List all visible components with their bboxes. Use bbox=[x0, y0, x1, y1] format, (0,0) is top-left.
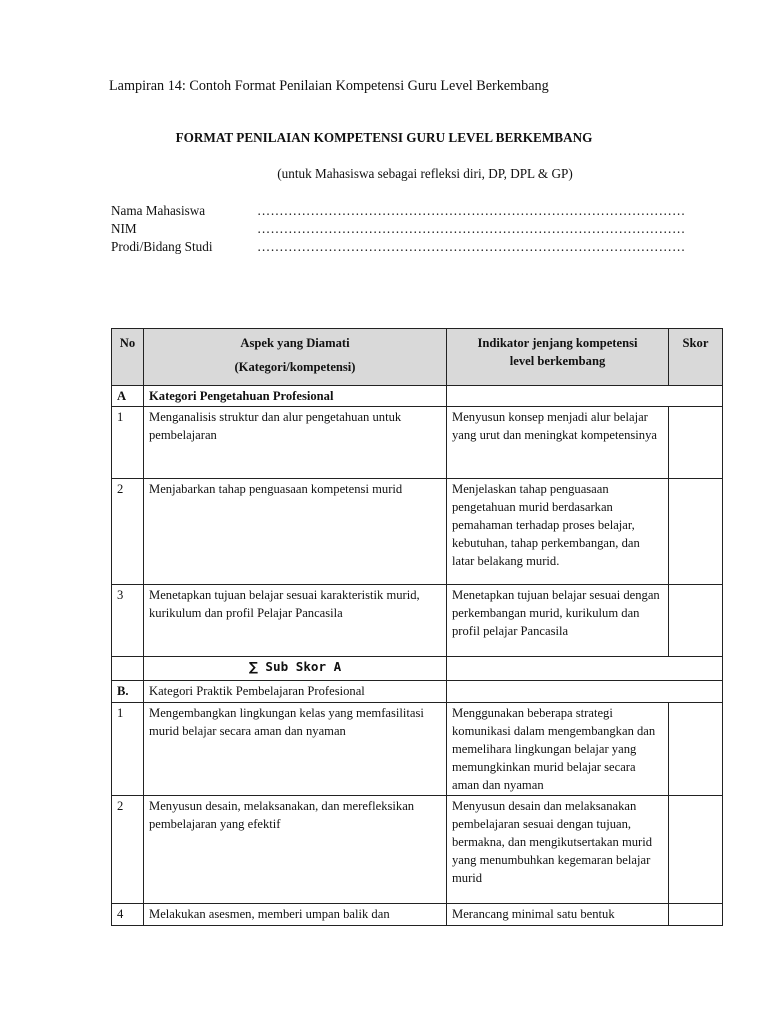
row-aspect: Melakukan asesmen, memberi umpan balik dan bbox=[144, 904, 447, 926]
field-blank: …………………………………………………………………………………… bbox=[257, 239, 686, 254]
header-no: No bbox=[112, 329, 144, 386]
header-indicator-line1: Indikator jenjang kompetensi bbox=[477, 336, 638, 350]
header-aspect-line2: (Kategori/kompetensi) bbox=[234, 360, 356, 374]
section-empty bbox=[447, 681, 723, 703]
section-row bbox=[112, 681, 723, 703]
row-no: 1 bbox=[112, 703, 144, 796]
field-nim bbox=[111, 221, 685, 237]
field-blank: …………………………………………………………………………………… bbox=[257, 203, 686, 218]
section-label: B. bbox=[112, 681, 144, 703]
row-indicator: Menjelaskan tahap penguasaan pengetahuan murid berdasarkan pemahaman terhadap proses belajar, kebutuhan, tahap perkembangan, dan latar belakang murid. bbox=[447, 479, 669, 585]
row-score-cell[interactable] bbox=[669, 479, 723, 585]
document-title: FORMAT PENILAIAN KOMPETENSI GURU LEVEL BERKEMBANG bbox=[175, 130, 593, 145]
section-row bbox=[112, 386, 723, 407]
row-score-cell[interactable] bbox=[669, 407, 723, 479]
row-no: 2 bbox=[112, 479, 144, 585]
field-study-program bbox=[111, 239, 685, 255]
section-title: Kategori Pengetahuan Profesional bbox=[144, 386, 447, 407]
row-aspect: Mengembangkan lingkungan kelas yang memfasilitasi murid belajar secara aman dan nyaman bbox=[144, 703, 447, 796]
table-row bbox=[112, 796, 723, 904]
header-score: Skor bbox=[669, 329, 723, 386]
table-row bbox=[112, 479, 723, 585]
field-label: Prodi/Bidang Studi bbox=[111, 239, 213, 254]
row-no: 3 bbox=[112, 585, 144, 657]
field-label: Nama Mahasiswa bbox=[111, 203, 206, 218]
row-indicator: Menyusun desain dan melaksanakan pembelajaran sesuai dengan tujuan, bermakna, dan mengikutsertakan murid yang menumbuhkan kegemaran belajar murid bbox=[447, 796, 669, 904]
subtotal-empty bbox=[112, 657, 144, 681]
table-row bbox=[112, 407, 723, 479]
section-empty bbox=[447, 386, 723, 407]
field-label: NIM bbox=[111, 221, 137, 236]
assessment-table bbox=[111, 328, 723, 926]
sum-icon: ∑ bbox=[248, 659, 258, 674]
subtotal-label bbox=[144, 657, 447, 681]
row-score-cell[interactable] bbox=[669, 904, 723, 926]
table-row bbox=[112, 703, 723, 796]
section-label: A bbox=[112, 386, 144, 407]
row-score-cell[interactable] bbox=[669, 585, 723, 657]
document-subtitle: (untuk Mahasiswa sebagai refleksi diri, DP, DPL & GP) bbox=[277, 166, 573, 181]
row-aspect: Menyusun desain, melaksanakan, dan merefleksikan pembelajaran yang efektif bbox=[144, 796, 447, 904]
header-aspect-line1: Aspek yang Diamati bbox=[240, 336, 350, 350]
header-indicator-line2: level berkembang bbox=[509, 354, 606, 368]
row-aspect: Menganalisis struktur dan alur pengetahuan untuk pembelajaran bbox=[144, 407, 447, 479]
table-row bbox=[112, 904, 723, 926]
subtotal-row bbox=[112, 657, 723, 681]
row-indicator: Menyusun konsep menjadi alur belajar yang urut dan meningkat kompetensinya bbox=[447, 407, 669, 479]
section-title: Kategori Praktik Pembelajaran Profesional bbox=[144, 681, 447, 703]
row-score-cell[interactable] bbox=[669, 703, 723, 796]
header-aspect bbox=[144, 329, 447, 386]
subtotal-value[interactable] bbox=[447, 657, 723, 681]
row-indicator: Menetapkan tujuan belajar sesuai dengan perkembangan murid, kurikulum dan profil pelajar Pancasila bbox=[447, 585, 669, 657]
row-indicator: Menggunakan beberapa strategi komunikasi dalam mengembangkan dan memelihara lingkungan belajar yang memungkinkan murid belajar secara aman dan nyaman bbox=[447, 703, 669, 796]
field-student-name bbox=[111, 203, 685, 219]
attachment-line: Lampiran 14: Contoh Format Penilaian Kompetensi Guru Level Berkembang bbox=[109, 78, 549, 94]
row-score-cell[interactable] bbox=[669, 796, 723, 904]
row-no: 4 bbox=[112, 904, 144, 926]
subtotal-text: Sub Skor A bbox=[265, 659, 342, 674]
row-no: 1 bbox=[112, 407, 144, 479]
table-row bbox=[112, 585, 723, 657]
field-blank: …………………………………………………………………………………… bbox=[257, 221, 686, 236]
table-header-row bbox=[112, 329, 723, 386]
row-indicator: Merancang minimal satu bentuk bbox=[447, 904, 669, 926]
row-aspect: Menjabarkan tahap penguasaan kompetensi murid bbox=[144, 479, 447, 585]
row-no: 2 bbox=[112, 796, 144, 904]
row-aspect: Menetapkan tujuan belajar sesuai karakteristik murid, kurikulum dan profil Pelajar Pancasila bbox=[144, 585, 447, 657]
header-indicator bbox=[447, 329, 669, 386]
